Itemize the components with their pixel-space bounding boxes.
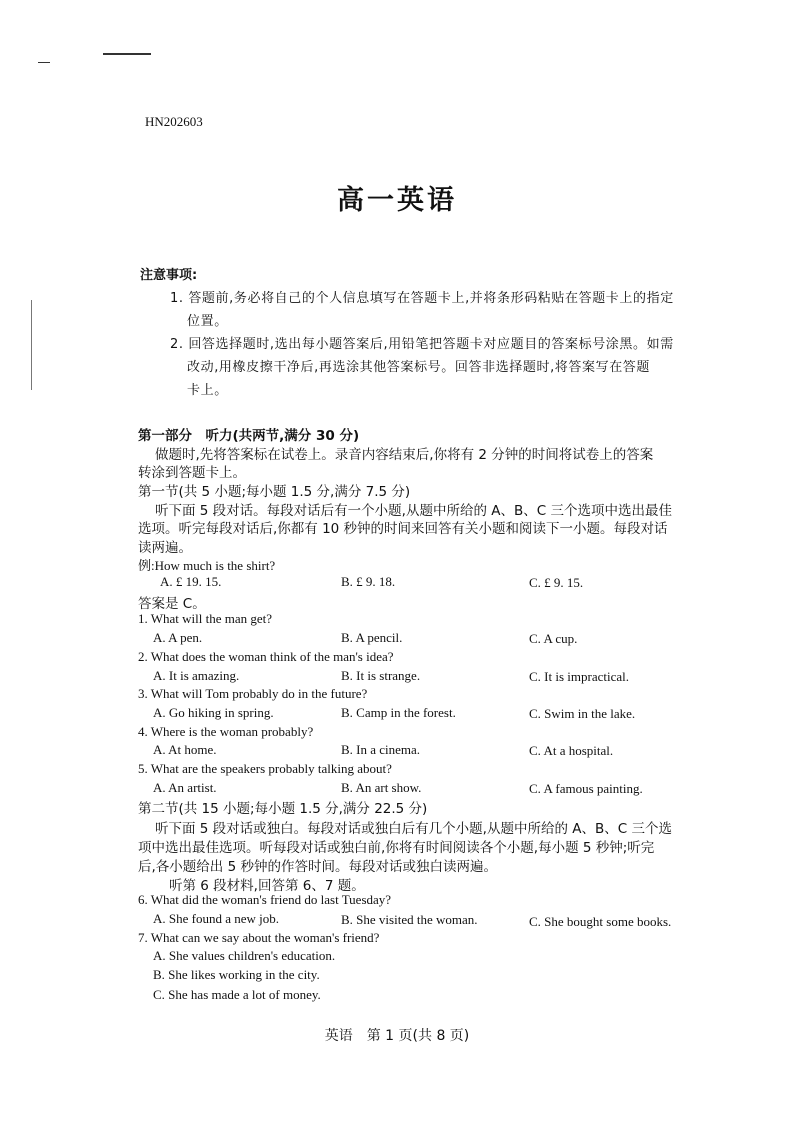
notice-item-2-line-3: 卡上。 [187, 383, 228, 398]
part1-intro-line-2: 转涂到答题卡上。 [138, 465, 246, 481]
question-3-option-a: A. Go hiking in spring. [153, 705, 274, 720]
page-title: 高一英语 [337, 185, 457, 216]
notice-item-2-line-2: 改动,用橡皮擦干净后,再选涂其他答案标号。回答非选择题时,将答案写在答题 [187, 360, 650, 375]
part1-heading: 第一部分 听力(共两节,满分 30 分) [138, 428, 360, 444]
question-5: 5. What are the speakers probably talking about? [138, 761, 392, 776]
question-6-option-a: A. She found a new job. [153, 911, 280, 926]
question-3-option-c: C. Swim in the lake. [529, 706, 636, 721]
question-2: 2. What does the woman think of the man's idea? [138, 649, 394, 664]
question-6-option-c: C. She bought some books. [529, 914, 672, 929]
section1-intro-line-2: 选项。听完每段对话后,你都有 10 秒钟的时间来回答有关小题和阅读下一小题。每段对话 [138, 521, 668, 537]
example-question: 例:How much is the shirt? [138, 558, 276, 573]
material-instruction: 听第 6 段材料,回答第 6、7 题。 [169, 878, 365, 894]
question-3-option-b: B. Camp in the forest. [341, 705, 456, 720]
question-2-option-b: B. It is strange. [341, 668, 421, 683]
question-7-option-c: C. She has made a lot of money. [153, 987, 321, 1002]
example-option-c: C. £ 9. 15. [529, 575, 584, 590]
question-1-option-a: A. A pen. [153, 630, 203, 645]
section2-intro-line-2: 项中选出最佳选项。听每段对话或独白前,你将有时间阅读各个小题,每小题 5 秒钟;听完 [138, 840, 655, 856]
page-footer: 英语 第 1 页(共 8 页) [324, 1028, 470, 1044]
notice-item-2-line-1: 2. 回答选择题时,选出每小题答案后,用铅笔把答题卡对应题目的答案标号涂黑。如需 [170, 337, 674, 352]
question-4: 4. Where is the woman probably? [138, 724, 314, 739]
question-4-option-c: C. At a hospital. [529, 743, 614, 758]
notice-item-1-line-1: 1. 答题前,务必将自己的个人信息填写在答题卡上,并将条形码粘贴在答题卡上的指定 [170, 291, 674, 306]
question-3: 3. What will Tom probably do in the future? [138, 686, 368, 701]
notice-item-1-line-2: 位置。 [187, 314, 228, 329]
scan-mark [38, 62, 50, 63]
section1-intro-line-3: 读两遍。 [138, 540, 192, 556]
question-1-option-b: B. A pencil. [341, 630, 403, 645]
scan-mark [103, 53, 151, 55]
question-5-option-a: A. An artist. [153, 780, 217, 795]
question-1-option-c: C. A cup. [529, 631, 578, 646]
section1-heading: 第一节(共 5 小题;每小题 1.5 分,满分 7.5 分) [138, 484, 411, 500]
question-6: 6. What did the woman's friend do last Tuesday? [138, 892, 392, 907]
question-2-option-a: A. It is amazing. [153, 668, 240, 683]
question-6-option-b: B. She visited the woman. [341, 912, 478, 927]
question-2-option-c: C. It is impractical. [529, 669, 630, 684]
question-4-option-b: B. In a cinema. [341, 742, 421, 757]
example-option-a: A. £ 19. 15. [160, 574, 222, 589]
question-7: 7. What can we say about the woman's friend? [138, 930, 380, 945]
section2-heading: 第二节(共 15 小题;每小题 1.5 分,满分 22.5 分) [138, 801, 428, 817]
section1-intro-line-1: 听下面 5 段对话。每段对话后有一个小题,从题中所给的 A、B、C 三个选项中选出最佳 [155, 503, 672, 519]
exam-code: HN202603 [145, 114, 203, 129]
notice-heading: 注意事项: [140, 268, 198, 283]
question-1: 1. What will the man get? [138, 611, 273, 626]
question-5-option-c: C. A famous painting. [529, 781, 643, 796]
question-4-option-a: A. At home. [153, 742, 217, 757]
section2-intro-line-1: 听下面 5 段对话或独白。每段对话或独白后有几个小题,从题中所给的 A、B、C 三个选 [155, 821, 672, 837]
scan-edge-line [31, 300, 32, 390]
section2-intro-line-3: 后,各小题给出 5 秒钟的作答时间。每段对话或独白读两遍。 [138, 859, 497, 875]
question-7-option-a: A. She values children's education. [153, 948, 336, 963]
example-option-b: B. £ 9. 18. [341, 574, 396, 589]
question-5-option-b: B. An art show. [341, 780, 422, 795]
part1-intro-line-1: 做题时,先将答案标在试卷上。录音内容结束后,你将有 2 分钟的时间将试卷上的答案 [155, 447, 654, 463]
question-7-option-b: B. She likes working in the city. [153, 967, 320, 982]
example-answer: 答案是 C。 [138, 596, 206, 612]
